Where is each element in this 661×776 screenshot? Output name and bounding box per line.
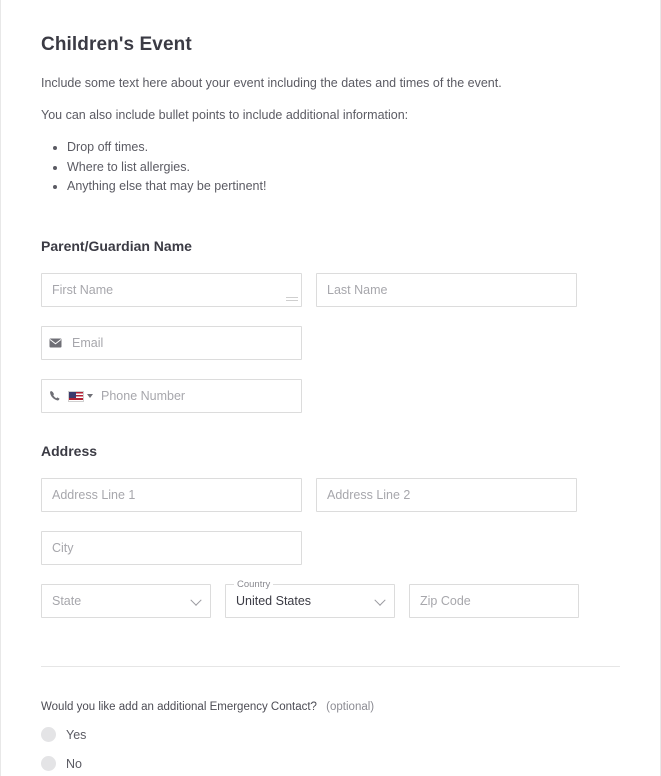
radio-label-no: No: [66, 756, 82, 771]
city-input[interactable]: [42, 532, 301, 564]
phone-row: [41, 379, 620, 413]
emergency-contact-optional-tag: (optional): [326, 701, 375, 714]
address-lines-row: [41, 478, 620, 512]
name-row: [41, 273, 620, 307]
intro-paragraph-1: Include some text here about your event including the dates and times of the event.: [41, 76, 502, 90]
address-line-1-field[interactable]: [41, 478, 302, 512]
radio-button-icon[interactable]: [41, 756, 56, 771]
chevron-down-icon: [87, 394, 93, 398]
emergency-contact-option-no[interactable]: [41, 756, 620, 771]
section-divider: [41, 666, 620, 667]
radio-button-icon[interactable]: [41, 727, 56, 742]
city-row: [41, 531, 620, 565]
list-item: • Drop off times.: [67, 138, 620, 157]
form-content: [1, 0, 660, 771]
first-name-field[interactable]: [41, 273, 302, 307]
zip-code-input[interactable]: [410, 585, 578, 617]
state-select-value: State: [52, 594, 82, 609]
chevron-down-icon: [376, 599, 384, 607]
city-field[interactable]: [41, 531, 302, 565]
emergency-contact-question: [41, 701, 620, 713]
state-select[interactable]: [41, 584, 211, 618]
address-line-1-input[interactable]: [42, 479, 301, 511]
first-name-input[interactable]: [42, 274, 301, 306]
emergency-contact-option-yes[interactable]: [41, 727, 620, 742]
emergency-contact-question-text: Would you like add an additional Emergency Contact?: [41, 701, 317, 714]
section-heading-parent-guardian-name: Parent/Guardian Name: [41, 238, 192, 255]
envelope-icon: [42, 338, 68, 348]
radio-label-yes: Yes: [66, 727, 87, 742]
chevron-down-icon: [192, 599, 200, 607]
intro-paragraph-2: You can also include bullet points to include additional information:: [41, 108, 409, 123]
email-field[interactable]: [41, 326, 302, 360]
zip-code-field[interactable]: [409, 584, 579, 618]
country-code-selector[interactable]: [68, 391, 97, 402]
last-name-input[interactable]: [317, 274, 576, 306]
address-line-2-input[interactable]: [317, 479, 576, 511]
phone-field[interactable]: [41, 379, 302, 413]
state-country-zip-row: [41, 579, 620, 618]
country-select-label: Country: [234, 579, 273, 590]
last-name-field[interactable]: [316, 273, 577, 307]
address-line-2-field[interactable]: [316, 478, 577, 512]
country-select-value: United States: [236, 594, 312, 609]
list-item: • Where to list allergies.: [67, 158, 620, 177]
section-heading-address: Address: [41, 443, 98, 460]
us-flag-icon: [68, 391, 84, 402]
country-select[interactable]: [225, 579, 395, 618]
resize-handle-icon[interactable]: [286, 295, 298, 303]
email-input[interactable]: [68, 327, 301, 359]
phone-number-input[interactable]: [97, 380, 301, 412]
phone-icon: [42, 390, 68, 402]
email-row: [41, 326, 620, 360]
list-item: • Anything else that may be pertinent!: [67, 177, 620, 196]
intro-bullet-list: [41, 138, 620, 196]
page-title: Children's Event: [41, 34, 192, 55]
